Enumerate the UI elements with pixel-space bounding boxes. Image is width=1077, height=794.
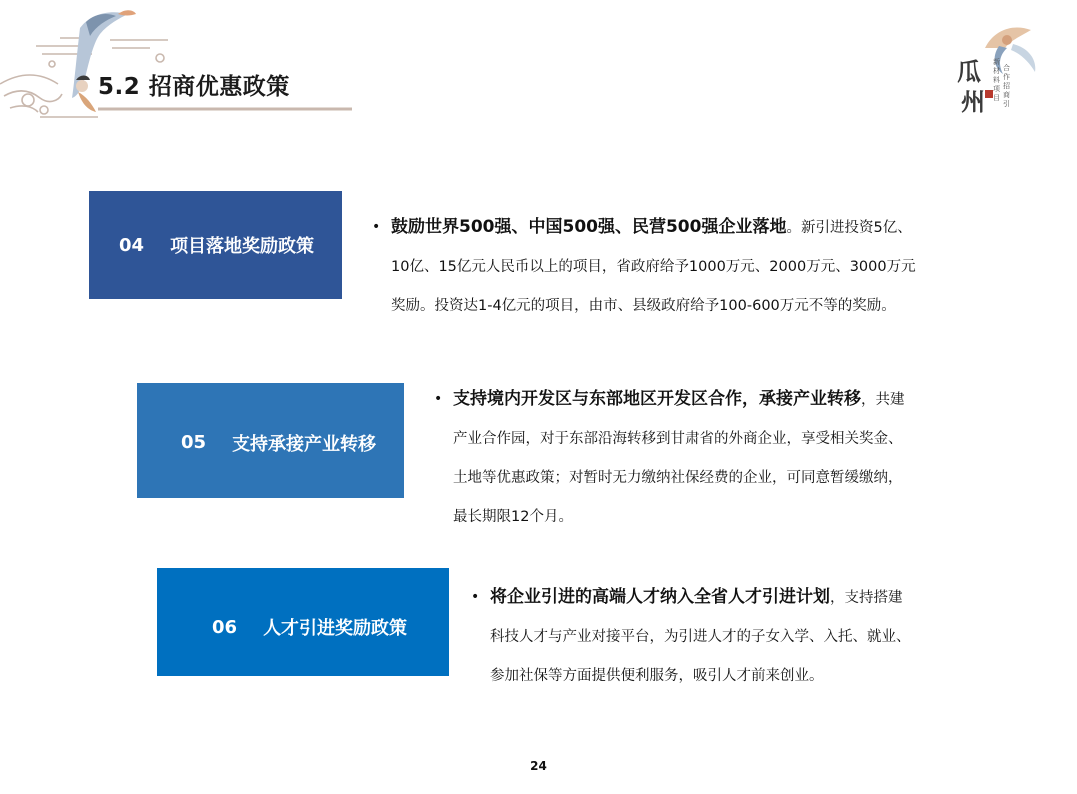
policy-line: 产业合作园，对于东部沿海转移到甘肃省的外商企业，享受相关奖金、 xyxy=(453,431,903,447)
svg-text:目: 目 xyxy=(993,94,1000,102)
policy-box-06 xyxy=(157,568,449,676)
svg-text:招: 招 xyxy=(1003,82,1010,90)
svg-text:材: 材 xyxy=(993,67,1000,75)
policy-line: 奖励。投资达1-4亿元的项目，由市、县级政府给予100-600万元不等的奖励。 xyxy=(391,298,896,314)
policy-line: ，支持搭建 xyxy=(830,590,903,606)
page-number: 24 xyxy=(530,759,547,773)
policy-line: 最长期限12个月。 xyxy=(453,509,573,525)
svg-text:引: 引 xyxy=(1003,100,1010,108)
bullet-icon: • xyxy=(471,589,480,605)
policy-number: 06 xyxy=(212,616,238,638)
policy-description-06 xyxy=(471,578,970,696)
policy-lead: 将企业引进的高端人才纳入全省人才引进计划 xyxy=(490,587,830,607)
page-title: 5.2 招商优惠政策 xyxy=(98,74,290,100)
svg-text:合: 合 xyxy=(1003,64,1010,72)
guazhou-logo xyxy=(945,18,1055,118)
svg-text:作: 作 xyxy=(1003,73,1010,81)
policy-line: 参加社保等方面提供便利服务，吸引人才前来创业。 xyxy=(490,668,824,684)
policy-name: 人才引进奖励政策 xyxy=(263,618,408,639)
policy-line: ，共建 xyxy=(861,392,905,408)
policy-lead: 支持境内开发区与东部地区开发区合作，承接产业转移 xyxy=(453,389,861,409)
policy-box-04 xyxy=(89,191,342,299)
bullet-icon: • xyxy=(372,219,381,235)
policy-description-05 xyxy=(434,380,973,537)
policy-box-05 xyxy=(137,383,404,498)
svg-text:项: 项 xyxy=(993,85,1000,93)
svg-text:州: 州 xyxy=(961,87,985,116)
header-decoration xyxy=(0,0,360,130)
policy-line: 。新引进投资5亿、 xyxy=(786,220,912,236)
policy-line: 科技人才与产业对接平台，为引进人才的子女入学、入托、就业、 xyxy=(490,629,911,645)
policy-line: 土地等优惠政策；对暂时无力缴纳社保经费的企业，可同意暂缓缴纳， xyxy=(453,470,903,486)
policy-number: 04 xyxy=(119,234,145,256)
policy-number: 05 xyxy=(181,432,207,453)
policy-description-04 xyxy=(372,208,971,326)
policy-name: 支持承接产业转移 xyxy=(232,433,377,455)
policy-name: 项目落地奖励政策 xyxy=(170,236,315,257)
svg-text:商: 商 xyxy=(1003,91,1010,99)
policy-line: 10亿、15亿元人民币以上的项目，省政府给予1000万元、2000万元、3000万元 xyxy=(391,259,916,275)
bullet-icon: • xyxy=(434,391,443,407)
svg-text:料: 料 xyxy=(993,76,1000,84)
svg-text:新: 新 xyxy=(993,58,1000,66)
policy-lead: 鼓励世界500强、中国500强、民营500强企业落地 xyxy=(391,217,787,237)
svg-text:瓜: 瓜 xyxy=(957,57,981,86)
